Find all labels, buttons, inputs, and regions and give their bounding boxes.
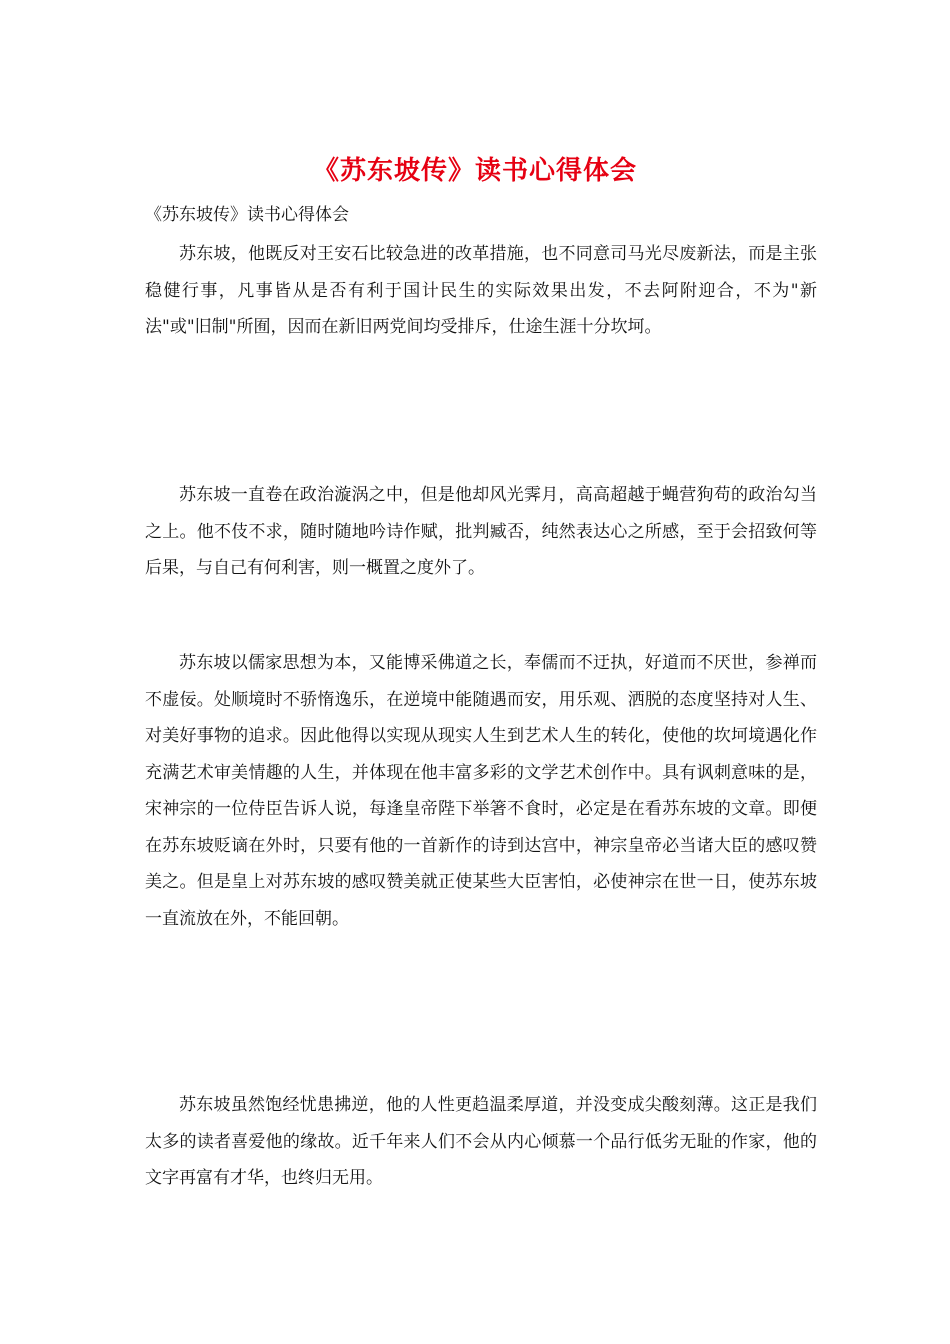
paragraph-3: 苏东坡以儒家思想为本，又能博采佛道之长，奉儒而不迂执，好道而不厌世，参禅而不虚佞。处顺境时不骄惰逸乐，在逆境中能随遇而安，用乐观、洒脱的态度坚持对人生、对美好事物的追求。因此他得以实现从现实人生到艺术人生的转化，使他的坎坷境遇化作充满艺术审美情趣的人生，并体现在他丰富多彩的文学艺术创作中。具有讽刺意味的是，宋神宗的一位侍臣告诉人说，每逢皇帝陛下举箸不食时，必定是在看苏东坡的文章。即便在苏东坡贬谪在外时，只要有他的一首新作的诗到达宫中，神宗皇帝必当诸大臣的感叹赞美之。但是皇上对苏东坡的感叹赞美就正使某些大臣害怕，必使神宗在世一日，使苏东坡一直流放在外，不能回朝。 (145, 653, 817, 929)
paragraph-2: 苏东坡一直卷在政治漩涡之中，但是他却风光霁月，高高超越于蝇营狗苟的政治勾当之上。他不伎不求，随时随地吟诗作赋，批判臧否，纯然表达心之所感，至于会招致何等后果，与自己有何利害，则一概置之度外了。 (145, 485, 817, 578)
document-title: 《苏东坡传》读书心得体会 (312, 156, 637, 186)
document-subtitle: 《苏东坡传》读书心得体会 (145, 205, 349, 225)
paragraph-1: 苏东坡，他既反对王安石比较急进的改革措施，也不同意司马光尽废新法，而是主张稳健行事，凡事皆从是否有利于国计民生的实际效果出发，不去阿附迎合，不为"新法"或"旧制"所囿，因而在新旧两党间均受排斥，仕途生涯十分坎坷。 (145, 244, 817, 337)
paragraph-4: 苏东坡虽然饱经忧患拂逆，他的人性更趋温柔厚道，并没变成尖酸刻薄。这正是我们太多的读者喜爱他的缘故。近千年来人们不会从内心倾慕一个品行低劣无耻的作家，他的文字再富有才华，也终归无用。 (145, 1095, 817, 1188)
